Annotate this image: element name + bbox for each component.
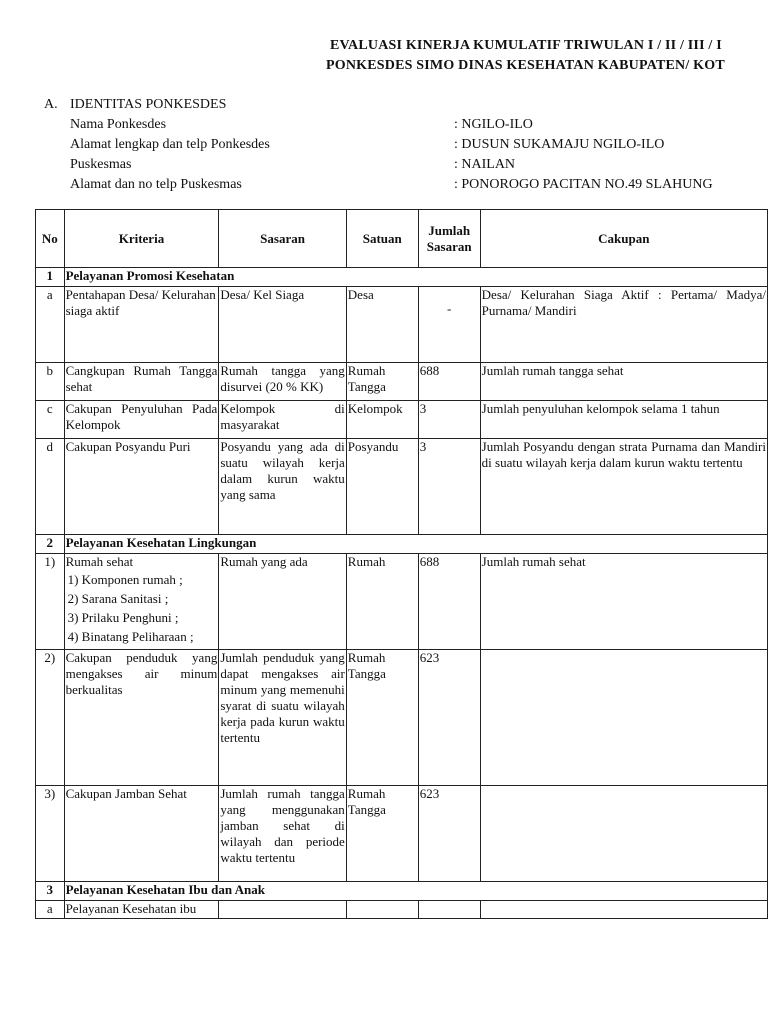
row-kriteria: Cakupan Penyuluhan Pada Kelompok bbox=[64, 401, 219, 439]
table-row bbox=[36, 901, 768, 919]
row-cakupan bbox=[480, 901, 767, 919]
row-satuan: Posyandu bbox=[346, 439, 418, 535]
row-no: 1) bbox=[36, 554, 65, 650]
identitas-row-nama bbox=[44, 115, 768, 135]
header-kriteria: Kriteria bbox=[64, 210, 219, 268]
table-header-row bbox=[36, 210, 768, 268]
row-kriteria: Cakupan Jamban Sehat bbox=[64, 786, 219, 882]
list-item: 3) Prilaku Penghuni ; bbox=[67, 610, 179, 625]
section-row bbox=[36, 535, 768, 554]
row-cakupan bbox=[480, 786, 767, 882]
table-row bbox=[36, 439, 768, 535]
row-kriteria: Cakupan penduduk yang mengakses air minum berkualitas bbox=[64, 650, 219, 786]
row-jumlah: 688 bbox=[418, 554, 480, 650]
identitas-value: : NAILAN bbox=[454, 157, 516, 172]
header-cakupan: Cakupan bbox=[480, 210, 767, 268]
row-jumlah-value: - bbox=[447, 301, 452, 316]
row-jumlah: 688 bbox=[418, 363, 480, 401]
row-jumlah: 3 bbox=[418, 439, 480, 535]
row-kriteria: Pelayanan Kesehatan ibu bbox=[64, 901, 219, 919]
identitas-label: Alamat lengkap dan telp Ponkesdes bbox=[70, 137, 270, 152]
row-cakupan: Jumlah penyuluhan kelompok selama 1 tahun bbox=[480, 401, 767, 439]
list-item: 1) Komponen rumah ; bbox=[67, 572, 183, 587]
row-satuan: Rumah Tangga bbox=[346, 363, 418, 401]
section-title: Pelayanan Kesehatan Ibu dan Anak bbox=[64, 882, 767, 901]
table-row bbox=[36, 554, 768, 650]
row-no: b bbox=[36, 363, 65, 401]
row-sasaran: Posyandu yang ada di suatu wilayah kerja dalam kurun waktu yang sama bbox=[219, 439, 346, 535]
list-item: 4) Binatang Peliharaan ; bbox=[67, 629, 194, 644]
row-no: d bbox=[36, 439, 65, 535]
row-cakupan: Jumlah rumah sehat bbox=[480, 554, 767, 650]
identitas-heading: IDENTITAS PONKESDES bbox=[70, 97, 227, 112]
header-sasaran: Sasaran bbox=[219, 210, 346, 268]
identitas-value: : DUSUN SUKAMAJU NGILO-ILO bbox=[454, 137, 665, 152]
row-jumlah: 623 bbox=[418, 786, 480, 882]
row-cakupan bbox=[480, 650, 767, 786]
identitas-label: Puskesmas bbox=[70, 157, 132, 172]
row-jumlah bbox=[418, 901, 480, 919]
row-satuan bbox=[346, 901, 418, 919]
row-sasaran: Rumah yang ada bbox=[219, 554, 346, 650]
section-letter: A. bbox=[44, 97, 58, 112]
section-title: Pelayanan Promosi Kesehatan bbox=[64, 268, 767, 287]
table-row bbox=[36, 786, 768, 882]
evaluation-table bbox=[35, 209, 768, 919]
row-kriteria: Cakupan Posyandu Puri bbox=[64, 439, 219, 535]
section-number: 1 bbox=[36, 268, 65, 287]
row-jumlah bbox=[418, 287, 480, 363]
document-title-line-2: PONKESDES SIMO DINAS KESEHATAN KABUPATEN/ KOT bbox=[326, 58, 725, 73]
row-cakupan: Desa/ Kelurahan Siaga Aktif : Pertama/ Madya/ Purnama/ Mandiri bbox=[480, 287, 767, 363]
table-row bbox=[36, 363, 768, 401]
row-cakupan: Jumlah Posyandu dengan strata Purnama dan Mandiri di suatu wilayah kerja dalam kurun waktu tertentu bbox=[480, 439, 767, 535]
document-title-line-1: EVALUASI KINERJA KUMULATIF TRIWULAN I / II / III / I bbox=[330, 38, 722, 53]
identitas-label: Nama Ponkesdes bbox=[70, 117, 167, 132]
identitas-value: : PONOROGO PACITAN NO.49 SLAHUNG bbox=[454, 177, 713, 192]
header-jumlah-sasaran: Jumlah Sasaran bbox=[418, 210, 480, 268]
section-number: 3 bbox=[36, 882, 65, 901]
row-kriteria-title: Rumah sehat bbox=[65, 554, 134, 569]
table-row bbox=[36, 650, 768, 786]
row-satuan: Rumah bbox=[346, 554, 418, 650]
row-cakupan: Jumlah rumah tangga sehat bbox=[480, 363, 767, 401]
row-no: a bbox=[36, 901, 65, 919]
row-kriteria: Cangkupan Rumah Tangga sehat bbox=[64, 363, 219, 401]
row-jumlah: 3 bbox=[418, 401, 480, 439]
header-no: No bbox=[36, 210, 65, 268]
list-item: 2) Sarana Sanitasi ; bbox=[67, 591, 169, 606]
row-kriteria bbox=[64, 554, 219, 650]
identitas-label: Alamat dan no telp Puskesmas bbox=[70, 177, 242, 192]
row-sasaran: Desa/ Kel Siaga bbox=[219, 287, 346, 363]
row-sasaran: Kelompok di masyarakat bbox=[219, 401, 346, 439]
section-row bbox=[36, 268, 768, 287]
identitas-row-alamat-ponkesdes bbox=[44, 135, 768, 155]
section-title: Pelayanan Kesehatan Lingkungan bbox=[64, 535, 767, 554]
row-kriteria: Pentahapan Desa/ Kelurahan siaga aktif bbox=[64, 287, 219, 363]
row-no: 2) bbox=[36, 650, 65, 786]
row-jumlah: 623 bbox=[418, 650, 480, 786]
identitas-section bbox=[44, 95, 768, 195]
row-no: c bbox=[36, 401, 65, 439]
row-no: a bbox=[36, 287, 65, 363]
row-sasaran: Jumlah rumah tangga yang menggunakan jamban sehat di wilayah dan periode waktu tertentu bbox=[219, 786, 346, 882]
table-row bbox=[36, 287, 768, 363]
row-sasaran: Jumlah penduduk yang dapat mengakses air minum yang memenuhi syarat di suatu wilayah kerja pada kurun waktu tertentu bbox=[219, 650, 346, 786]
row-sasaran: Rumah tangga yang disurvei (20 % KK) bbox=[219, 363, 346, 401]
row-satuan: Rumah Tangga bbox=[346, 786, 418, 882]
section-row bbox=[36, 882, 768, 901]
identitas-heading-row bbox=[44, 95, 768, 115]
identitas-row-alamat-puskesmas bbox=[44, 175, 768, 195]
row-satuan: Kelompok bbox=[346, 401, 418, 439]
table-row bbox=[36, 401, 768, 439]
identitas-row-puskesmas bbox=[44, 155, 768, 175]
header-satuan: Satuan bbox=[346, 210, 418, 268]
row-satuan: Desa bbox=[346, 287, 418, 363]
row-satuan: Rumah Tangga bbox=[346, 650, 418, 786]
row-sasaran bbox=[219, 901, 346, 919]
identitas-value: : NGILO-ILO bbox=[454, 117, 533, 132]
row-no: 3) bbox=[36, 786, 65, 882]
section-number: 2 bbox=[36, 535, 65, 554]
